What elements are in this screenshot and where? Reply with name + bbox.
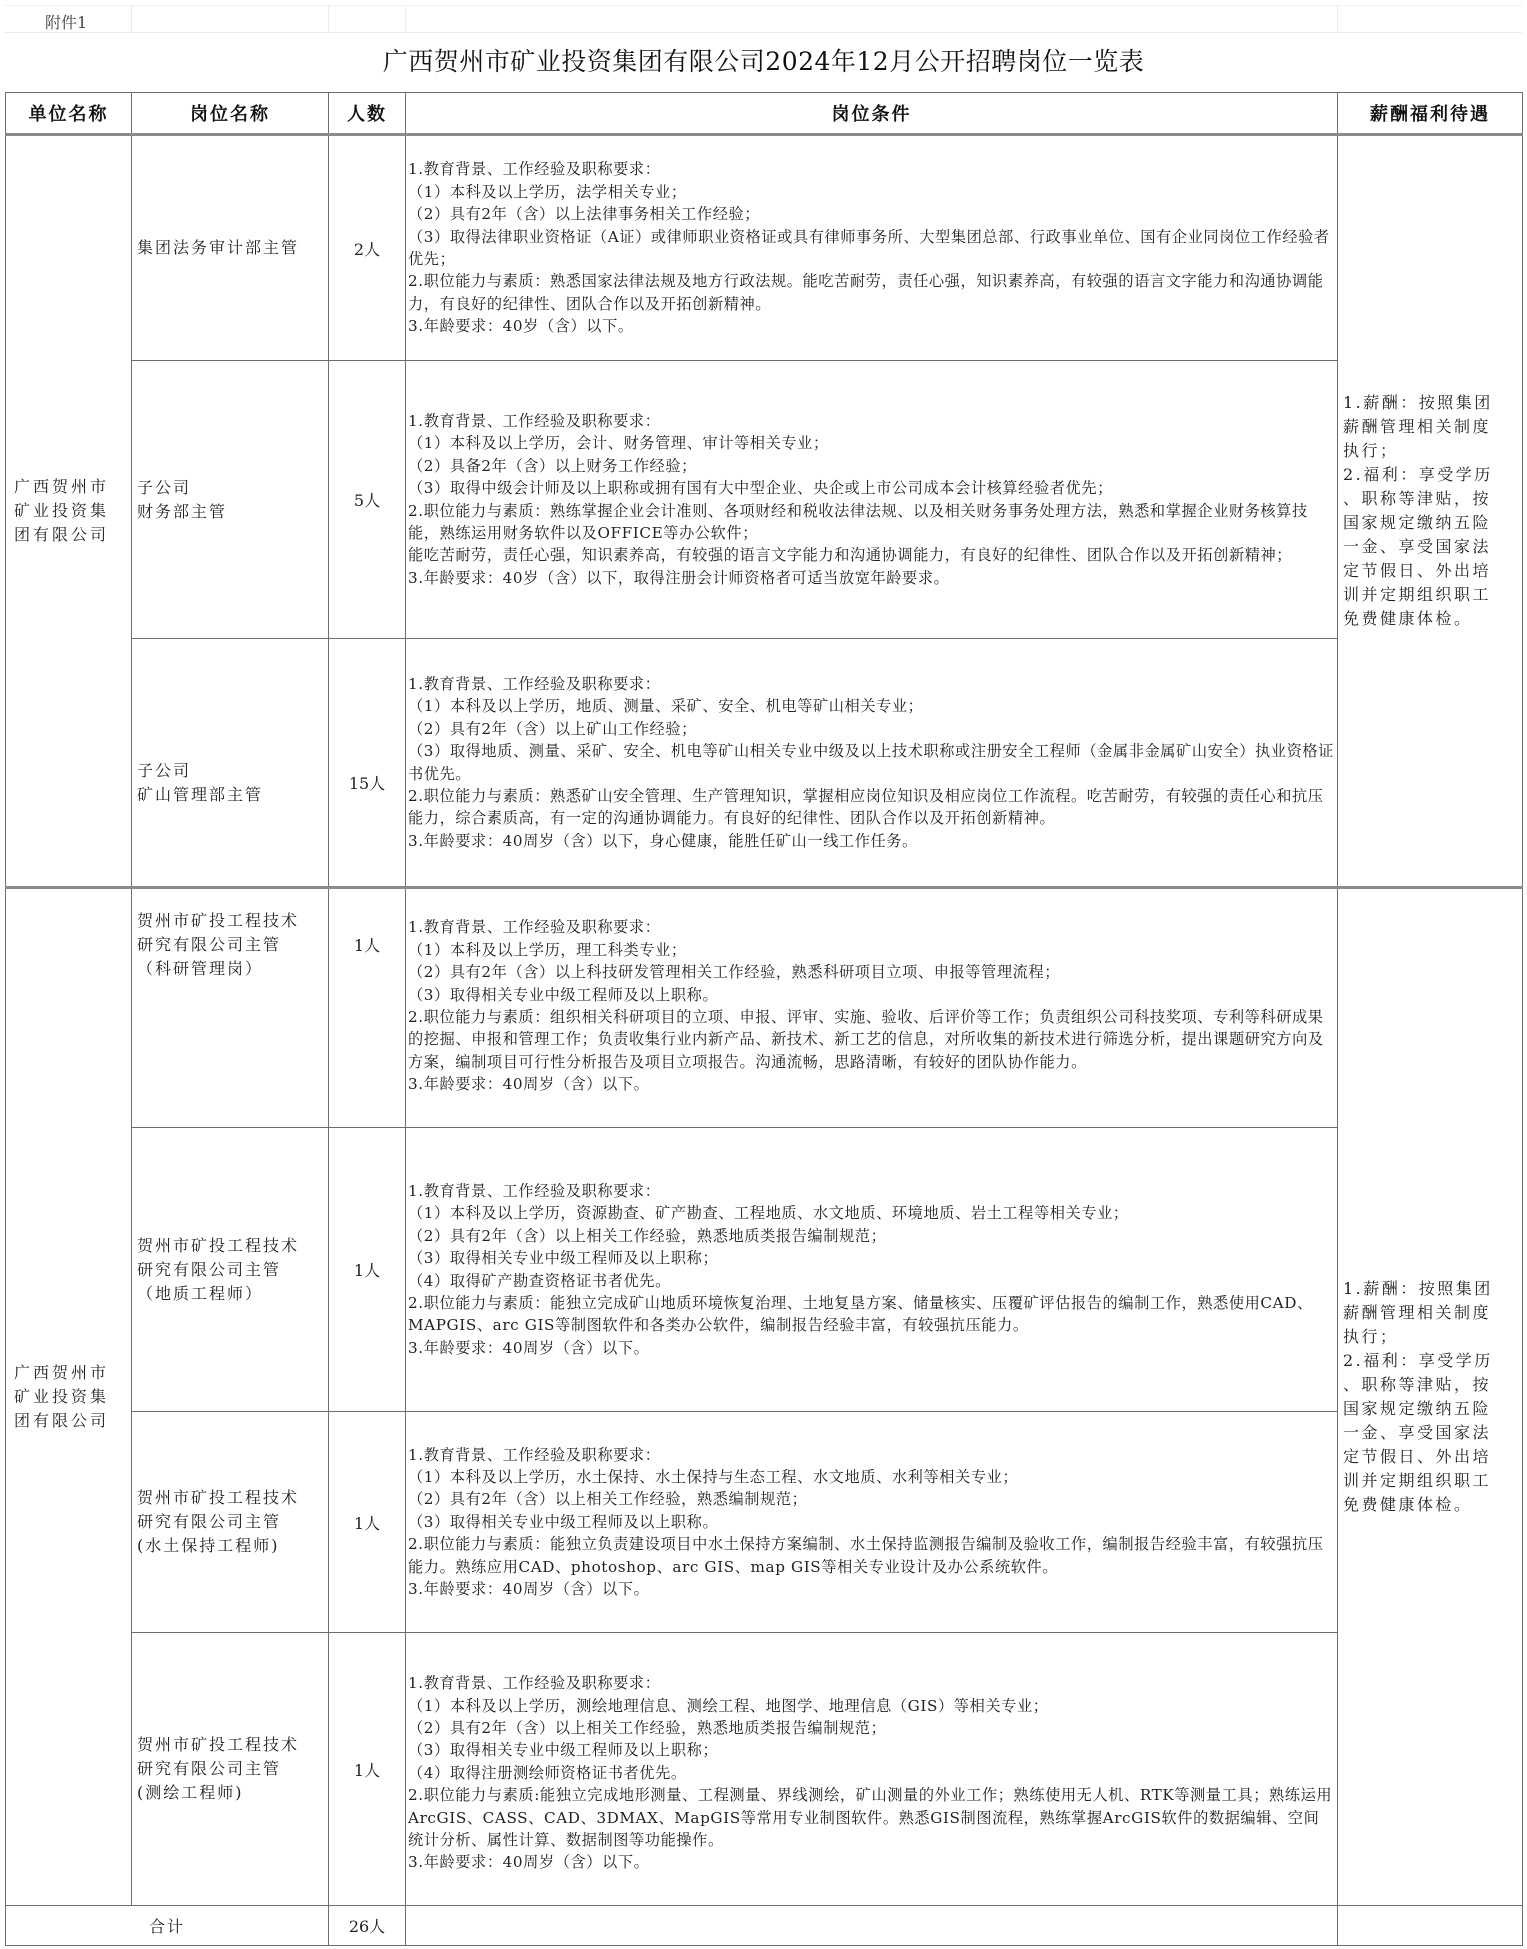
requirement-line: （4）取得注册测绘师资格证书者优先。	[408, 1763, 687, 1782]
table-row	[6, 888, 1523, 1128]
position-cell	[132, 361, 329, 639]
requirement-line: 3.年龄要求：40周岁（含）以下。	[408, 1338, 650, 1357]
position-cell	[132, 1412, 329, 1633]
position-line: 贺州市矿投工程技术	[137, 1735, 300, 1754]
position-line: 财务部主管	[137, 501, 228, 521]
salary-line: 免费健康体检。	[1343, 609, 1473, 628]
unit-cell	[6, 135, 132, 888]
positions-table	[5, 92, 1523, 1946]
table-row	[6, 639, 1523, 888]
position-line: 子公司	[137, 760, 192, 780]
requirement-line: （2）具有2年（含）以上法律事务相关工作经验；	[408, 205, 761, 224]
requirements-cell	[406, 135, 1338, 361]
position-line: 贺州市矿投工程技术	[137, 1488, 300, 1507]
requirement-line: 2.职位能力与素质：能独立负责建设项目中水土保持方案编制、水土保持监测报告编制及验收工作，编制报告经验丰富，有较强抗压能力。熟练应用CAD、photoshop、arc GIS、map GIS等相关专业设计及办公系统软件。	[408, 1535, 1324, 1576]
salary-line: 国家规定缴纳五险	[1343, 513, 1492, 532]
requirement-line: 2.职位能力与素质：熟悉矿山安全管理、生产管理知识，掌握相应岗位知识及相应岗位工作流程。吃苦耐劳，有较强的责任心和抗压能力，综合素质高，有一定的沟通协调能力。有良好的纪律性、团队合作以及开拓创新精神。	[408, 786, 1324, 828]
salary-cell	[1338, 888, 1523, 1906]
requirements-cell	[406, 361, 1338, 639]
requirement-line: （3）取得相关专业中级工程师及以上职称；	[408, 1249, 719, 1268]
requirement-line: 2.职位能力与素质：能独立完成矿山地质环境恢复治理、土地复垦方案、储量核实、压覆矿评估报告的编制工作，熟悉使用CAD、MAPGIS、arc GIS等制图软件和各类办公软件，编制报告经验丰富，有较强抗压能力。	[408, 1293, 1313, 1335]
requirement-line: 3.年龄要求：40周岁（含）以下。	[408, 1853, 650, 1872]
grid-line	[1337, 6, 1338, 32]
count-cell: 5人	[329, 361, 406, 639]
position-line: 研究有限公司主管	[137, 935, 282, 954]
requirements-cell	[406, 639, 1338, 888]
total-label: 合计	[6, 1906, 329, 1946]
salary-line: 免费健康体检。	[1343, 1495, 1473, 1514]
position-line: 贺州市矿投工程技术	[137, 1235, 300, 1255]
requirement-line: 3.年龄要求：40周岁（含）以下。	[408, 1075, 650, 1094]
requirement-line: （1）本科及以上学历，资源勘查、矿产勘查、工程地质、水文地质、环境地质、岩土工程等相关专业；	[408, 1204, 1129, 1223]
position-line: (水土保持工程师)	[137, 1536, 280, 1555]
requirement-line: （2）具有2年（含）以上相关工作经验，熟悉地质类报告编制规范；	[408, 1718, 887, 1737]
salary-line: 、职称等津贴，按	[1343, 1375, 1492, 1394]
count-cell: 1人	[329, 1412, 406, 1633]
table-row	[6, 1412, 1523, 1633]
table-header-row	[6, 93, 1523, 135]
salary-line: 1.薪酬：按照集团	[1343, 393, 1493, 412]
total-row	[6, 1906, 1523, 1946]
count-cell: 1人	[329, 1128, 406, 1412]
requirement-line: 2.职位能力与素质：熟悉国家法律法规及地方行政法规。能吃苦耐劳，责任心强，知识素养高，有较强的语言文字能力和沟通协调能力，有良好的纪律性、团队合作以及开拓创新精神。	[408, 272, 1324, 313]
position-line: 研究有限公司主管	[137, 1759, 282, 1778]
salary-line: 训并定期组织职工	[1343, 1471, 1492, 1490]
table-row	[6, 1633, 1523, 1906]
requirement-line: （1）本科及以上学历，理工科类专业；	[408, 940, 687, 959]
requirement-line: （4）取得矿产勘查资格证书者优先。	[408, 1271, 671, 1290]
unit-line: 矿业投资集	[14, 501, 110, 520]
position-line: 研究有限公司主管	[137, 1512, 282, 1531]
header-position: 岗位名称	[132, 93, 329, 135]
requirement-line: （3）取得法律职业资格证（A证）或律师职业资格证或具有律师事务所、大型集团总部、行政事业单位、国有企业同岗位工作经验者优先；	[408, 227, 1330, 268]
salary-line: 薪酬管理相关制度	[1343, 417, 1492, 436]
position-line: 矿山管理部主管	[137, 784, 264, 804]
requirements-cell	[406, 888, 1338, 1128]
requirement-line: 3.年龄要求：40周岁（含）以下。	[408, 1580, 650, 1599]
requirement-line: 1.教育背景、工作经验及职称要求：	[408, 411, 661, 430]
requirement-line: 3.年龄要求：40周岁（含）以下，身心健康，能胜任矿山一线工作任务。	[408, 831, 918, 850]
requirements-cell	[406, 1633, 1338, 1906]
position-cell	[132, 135, 329, 361]
position-line: (测绘工程师)	[137, 1783, 244, 1802]
requirement-line: （1）本科及以上学历，会计、财务管理、审计等相关专业；	[408, 434, 829, 453]
salary-cell	[1338, 135, 1523, 888]
requirement-line: （2）具有2年（含）以上相关工作经验，熟悉编制规范；	[408, 1490, 808, 1509]
unit-line: 广西贺州市	[14, 477, 110, 496]
requirement-line: 2.职位能力与素质：组织相关科研项目的立项、申报、评审、实施、验收、后评价等工作；负责组织公司科技奖项、专利等科研成果的挖掘、申报和管理工作；负责收集行业内新产品、新技术、新工艺的信息，对所收集的新技术进行筛选分析，提出课题研究方向及方案，编制项目可行性分析报告及项目立项报告。沟通流畅，思路清晰，有较好的团队协作能力。	[408, 1008, 1324, 1071]
position-cell	[132, 888, 329, 1128]
unit-line: 广西贺州市	[14, 1363, 110, 1382]
position-line: 贺州市矿投工程技术	[137, 911, 300, 930]
requirement-line: 1.教育背景、工作经验及职称要求：	[408, 1445, 661, 1464]
salary-line: 1.薪酬：按照集团	[1343, 1279, 1493, 1298]
annex-row	[5, 5, 1522, 33]
requirement-line: （2）具有2年（含）以上科技研发管理相关工作经验，熟悉科研项目立项、申报等管理流程；	[408, 963, 1061, 982]
requirement-line: （3）取得相关专业中级工程师及以上职称。	[408, 1512, 719, 1531]
unit-line: 团有限公司	[14, 1411, 110, 1430]
salary-line: 一金、享受国家法	[1343, 1423, 1492, 1442]
salary-line: 、职称等津贴，按	[1343, 489, 1492, 508]
requirement-line: 1.教育背景、工作经验及职称要求：	[408, 674, 661, 693]
header-requirements: 岗位条件	[406, 93, 1338, 135]
header-salary: 薪酬福利待遇	[1338, 93, 1523, 135]
salary-line: 定节假日、外出培	[1343, 561, 1492, 580]
position-line: （地质工程师）	[137, 1283, 264, 1303]
grid-line	[405, 6, 406, 32]
position-cell	[132, 639, 329, 888]
requirement-line: （3）取得相关专业中级工程师及以上职称。	[408, 985, 719, 1004]
salary-line: 执行；	[1343, 441, 1399, 460]
salary-line: 2.福利：享受学历	[1343, 1351, 1493, 1370]
total-count: 26人	[329, 1906, 406, 1946]
count-cell: 1人	[329, 888, 406, 1128]
annex-label: 附件1	[45, 13, 88, 32]
position-line: （科研管理岗）	[137, 959, 264, 978]
page-title: 广西贺州市矿业投资集团有限公司2024年12月公开招聘岗位一览表	[382, 47, 1145, 76]
salary-line: 薪酬管理相关制度	[1343, 1303, 1492, 1322]
empty-cell	[1338, 1906, 1523, 1946]
requirement-line: （1）本科及以上学历，水土保持、水土保持与生态工程、水文地质、水利等相关专业；	[408, 1467, 1019, 1486]
salary-line: 一金、享受国家法	[1343, 537, 1492, 556]
requirement-line: （1）本科及以上学历，测绘地理信息、测绘工程、地图学、地理信息（GIS）等相关专业；	[408, 1696, 1049, 1715]
count-cell: 2人	[329, 135, 406, 361]
grid-line	[131, 6, 132, 32]
salary-line: 2.福利：享受学历	[1343, 465, 1493, 484]
position-line: 研究有限公司主管	[137, 1259, 282, 1279]
requirement-line: 1.教育背景、工作经验及职称要求：	[408, 918, 661, 937]
position-cell	[132, 1128, 329, 1412]
requirement-line: （2）具备2年（含）以上财务工作经验；	[408, 456, 697, 475]
salary-line: 训并定期组织职工	[1343, 585, 1492, 604]
unit-line: 矿业投资集	[14, 1387, 110, 1406]
requirement-line: （1）本科及以上学历，地质、测量、采矿、安全、机电等矿山相关专业；	[408, 697, 924, 716]
requirement-line: （3）取得相关专业中级工程师及以上职称；	[408, 1741, 719, 1760]
position-line: 子公司	[137, 477, 192, 497]
salary-line: 执行；	[1343, 1327, 1399, 1346]
position-cell	[132, 1633, 329, 1906]
requirement-line: 3.年龄要求：40岁（含）以下，取得注册会计师资格者可适当放宽年龄要求。	[408, 568, 950, 587]
requirement-line: 2.职位能力与素质：熟练掌握企业会计准则、各项财经和税收法律法规、以及相关财务事务处理方法，熟悉和掌握企业财务核算技能，熟练运用财务软件以及OFFICE等办公软件；	[408, 501, 1308, 542]
requirement-line: 能吃苦耐劳，责任心强，知识素养高，有较强的语言文字能力和沟通协调能力，有良好的纪律性、团队合作以及开拓创新精神；	[408, 546, 1293, 565]
table-row	[6, 1128, 1523, 1412]
grid-line	[328, 6, 329, 32]
unit-cell	[6, 888, 132, 1906]
requirement-line: 1.教育背景、工作经验及职称要求：	[408, 1674, 661, 1693]
requirement-line: 2.职位能力与素质:能独立完成地形测量、工程测量、界线测绘，矿山测量的外业工作；熟练使用无人机、RTK等测量工具；熟练运用ArcGIS、CASS、CAD、3DMAX、MapGIS等常用专业制图软件。熟悉GIS制图流程，熟练掌握ArcGIS软件的数据编辑、空间统计分析、属性计算、数据制图等功能操作。	[408, 1786, 1333, 1850]
requirement-line: （1）本科及以上学历，法学相关专业；	[408, 182, 687, 201]
requirement-line: 3.年龄要求：40岁（含）以下。	[408, 317, 634, 336]
header-count: 人数	[329, 93, 406, 135]
requirements-cell	[406, 1128, 1338, 1412]
unit-line: 团有限公司	[14, 525, 110, 544]
requirements-cell	[406, 1412, 1338, 1633]
header-unit: 单位名称	[6, 93, 132, 135]
requirement-line: （3）取得中级会计师及以上职称或拥有国有大中型企业、央企或上市公司成本会计核算经验者优先；	[408, 479, 1113, 498]
requirement-line: （2）具有2年（含）以上相关工作经验，熟悉地质类报告编制规范；	[408, 1226, 887, 1245]
requirement-line: （3）取得地质、测量、采矿、安全、机电等矿山相关专业中级及以上技术职称或注册安全工程师（金属非金属矿山安全）执业资格证书优先。	[408, 742, 1334, 783]
table-row	[6, 361, 1523, 639]
table-row	[6, 135, 1523, 361]
salary-line: 定节假日、外出培	[1343, 1447, 1492, 1466]
count-cell: 1人	[329, 1633, 406, 1906]
requirement-line: 1.教育背景、工作经验及职称要求：	[408, 1181, 661, 1200]
salary-line: 国家规定缴纳五险	[1343, 1399, 1492, 1418]
requirement-line: （2）具有2年（含）以上矿山工作经验；	[408, 719, 697, 738]
requirement-line: 1.教育背景、工作经验及职称要求：	[408, 160, 661, 179]
empty-cell	[406, 1906, 1338, 1946]
count-cell: 15人	[329, 639, 406, 888]
position-line: 集团法务审计部主管	[137, 238, 300, 257]
